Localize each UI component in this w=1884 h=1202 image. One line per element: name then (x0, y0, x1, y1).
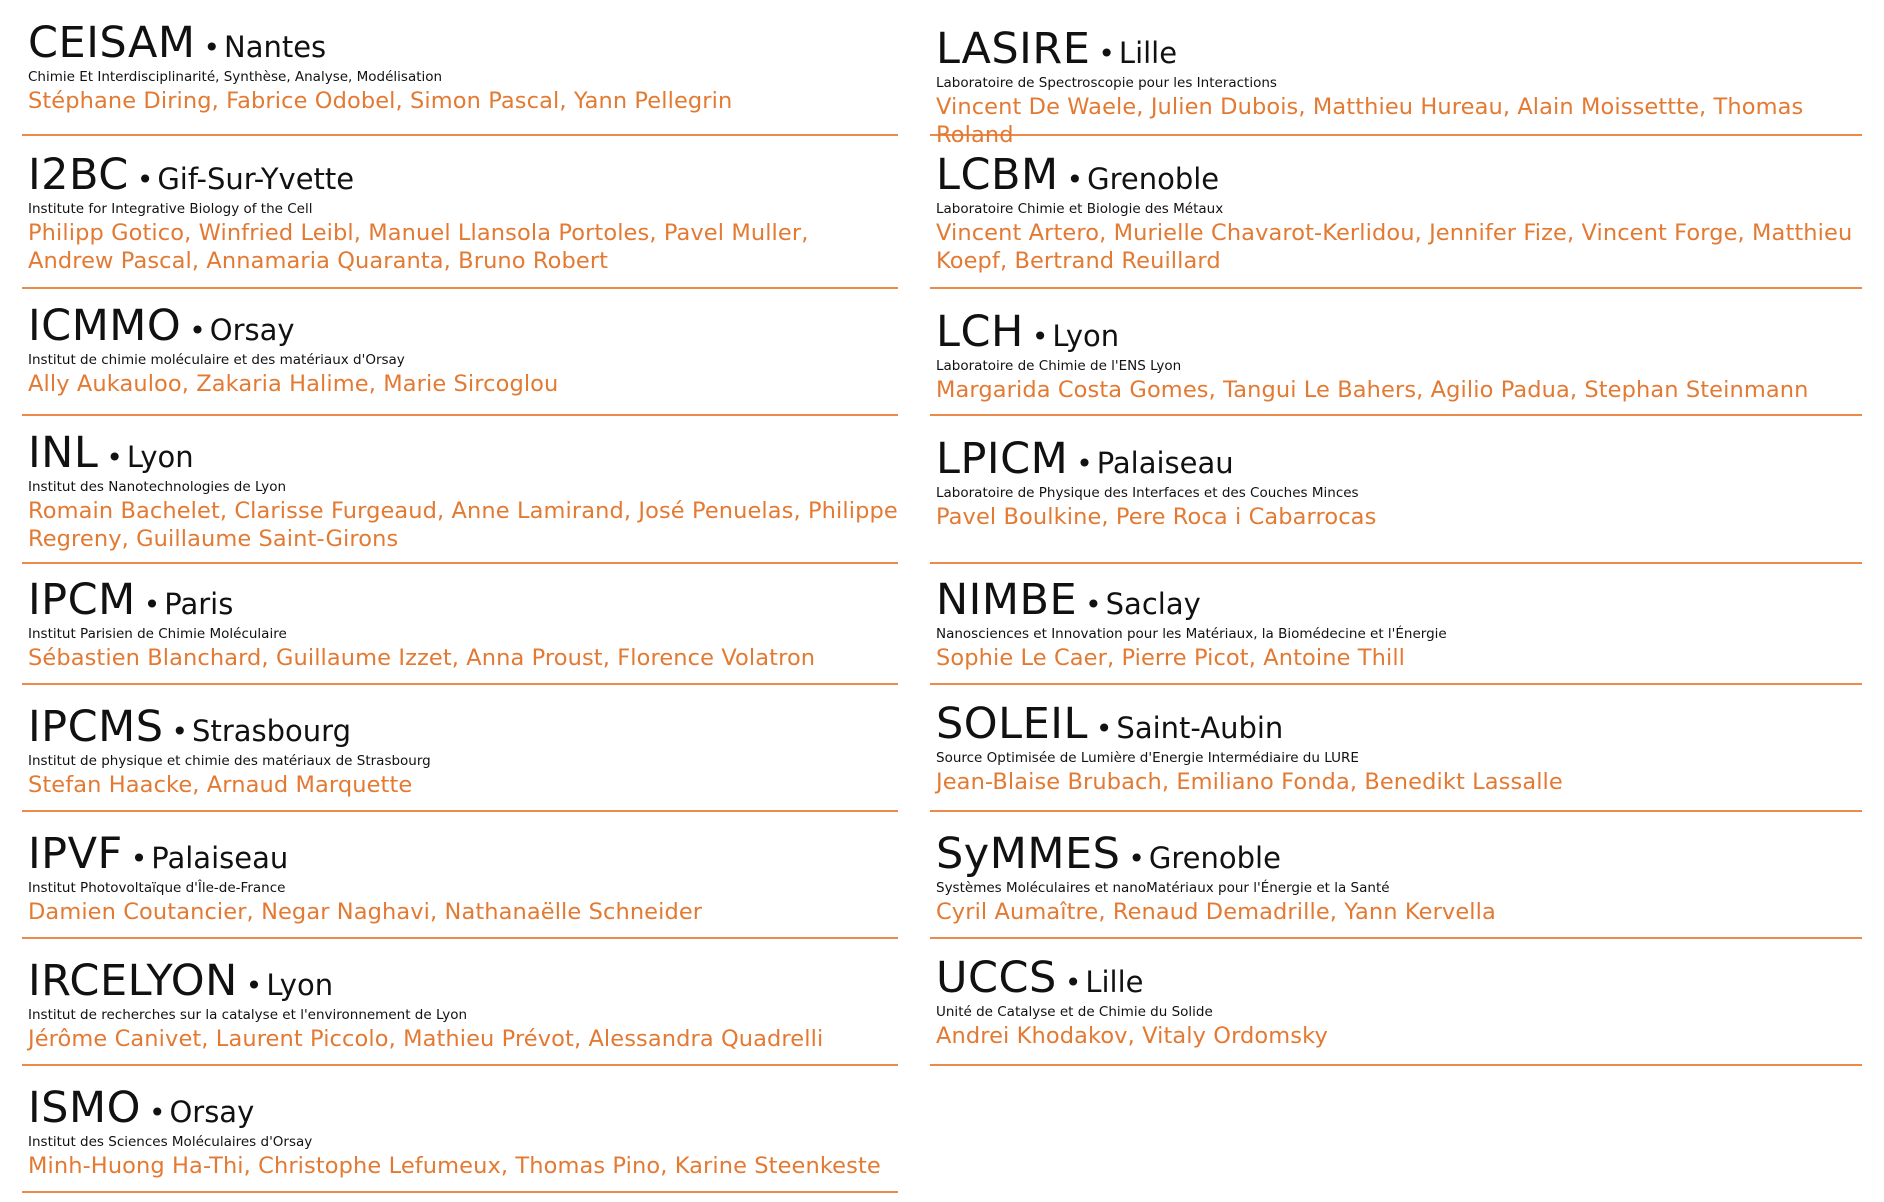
lab-members: Andrei Khodakov, Vitaly Ordomsky (936, 1023, 1328, 1049)
lab-members: Sophie Le Caer, Pierre Picot, Antoine Thill (936, 645, 1406, 671)
lab-fullname: Chimie Et Interdisciplinarité, Synthèse, Analyse, Modélisation (28, 69, 443, 85)
lab-city: Saint-Aubin (1116, 711, 1284, 745)
lab-members: Jérôme Canivet, Laurent Piccolo, Mathieu Prévot, Alessandra Quadrelli (28, 1026, 824, 1052)
lab-city: Paris (164, 587, 234, 621)
lab-members: Sébastien Blanchard, Guillaume Izzet, Anna Proust, Florence Volatron (28, 645, 816, 671)
lab-heading (936, 699, 1862, 749)
lab-fullname: Institut des Sciences Moléculaires d'Orsay (28, 1134, 313, 1150)
lab-acronym: LCBM (936, 150, 1059, 200)
lab-acronym: IPCMS (28, 702, 164, 752)
lab-acronym: SyMMES (936, 829, 1121, 879)
lab-entry-ismo (22, 1083, 898, 1193)
bullet-separator: • (1098, 37, 1115, 70)
lab-city: Palaiseau (151, 841, 289, 875)
lab-fullname: Laboratoire de Spectroscopie pour les Interactions (936, 75, 1277, 91)
bullet-separator: • (245, 969, 263, 1002)
lab-members: Cyril Aumaître, Renaud Demadrille, Yann Kervella (936, 899, 1496, 925)
lab-acronym: ICMMO (28, 301, 182, 351)
lab-entry-soleil (930, 699, 1862, 812)
lab-city: Palaiseau (1096, 446, 1234, 480)
lab-heading (28, 428, 898, 478)
lab-entry-icmmo (22, 301, 898, 416)
bullet-separator: • (1095, 712, 1113, 745)
lab-entry-i2bc (22, 150, 898, 289)
lab-city: Lille (1118, 36, 1178, 70)
lab-entry-uccs (930, 953, 1862, 1066)
lab-members: Margarida Costa Gomes, Tangui Le Bahers, Agilio Padua, Stephan Steinmann (936, 377, 1809, 403)
lab-members: Romain Bachelet, Clarisse Furgeaud, Anne Lamirand, José Penuelas, Philippe Regreny, Guillaume Saint-Girons (28, 498, 898, 552)
lab-heading (28, 1083, 898, 1133)
bullet-separator: • (143, 588, 161, 621)
lab-fullname: Institut des Nanotechnologies de Lyon (28, 479, 287, 495)
lab-fullname: Laboratoire de Chimie de l'ENS Lyon (936, 358, 1182, 374)
lab-members: Jean-Blaise Brubach, Emiliano Fonda, Benedikt Lassalle (936, 769, 1563, 795)
lab-heading (936, 829, 1862, 879)
bullet-separator: • (1076, 447, 1093, 480)
lab-members: Philipp Gotico, Winfried Leibl, Manuel Llansola Portoles, Pavel Muller, Andrew Pascal, Annamaria Quaranta, Bruno Robert (28, 220, 809, 274)
lab-heading (28, 18, 898, 68)
lab-fullname: Institute for Integrative Biology of the Cell (28, 201, 313, 217)
lab-fullname: Nanosciences et Innovation pour les Matériaux, la Biomédecine et l'Énergie (936, 626, 1447, 642)
lab-heading (28, 575, 898, 625)
lab-city: Grenoble (1148, 841, 1281, 875)
lab-members: Stéphane Diring, Fabrice Odobel, Simon Pascal, Yann Pellegrin (28, 88, 733, 114)
lab-acronym: IPVF (28, 829, 123, 879)
bullet-separator: • (203, 31, 220, 64)
lab-entry-lch (930, 307, 1862, 416)
bullet-separator: • (171, 715, 189, 748)
lab-entry-ipcm (22, 575, 898, 685)
lab-entry-ipcms (22, 702, 898, 812)
lab-city: Lyon (126, 440, 194, 474)
lab-entry-lcbm (930, 150, 1862, 289)
lab-acronym: IRCELYON (28, 956, 238, 1006)
lab-acronym: UCCS (936, 953, 1057, 1003)
lab-city: Grenoble (1087, 162, 1220, 196)
bullet-separator: • (1066, 163, 1084, 196)
lab-acronym: CEISAM (28, 18, 196, 68)
lab-acronym: LASIRE (936, 24, 1091, 74)
lab-heading (936, 307, 1862, 357)
lab-entry-ircelyon (22, 956, 898, 1066)
bullet-separator: • (1031, 320, 1049, 353)
bullet-separator: • (136, 163, 154, 196)
lab-fullname: Laboratoire Chimie et Biologie des Métaux (936, 201, 1224, 217)
lab-entry-ceisam (22, 18, 898, 136)
lab-heading (28, 956, 898, 1006)
lab-heading (936, 575, 1862, 625)
lab-fullname: Systèmes Moléculaires et nanoMatériaux pour l'Énergie et la Santé (936, 880, 1390, 896)
lab-acronym: LCH (936, 307, 1024, 357)
lab-acronym: INL (28, 428, 99, 478)
lab-acronym: ISMO (28, 1083, 141, 1133)
lab-entry-lpicm (930, 434, 1862, 564)
bullet-separator: • (189, 314, 206, 347)
lab-fullname: Source Optimisée de Lumière d'Energie Intermédiaire du LURE (936, 750, 1359, 766)
lab-city: Strasbourg (192, 714, 351, 748)
bullet-separator: • (130, 842, 148, 875)
lab-entry-inl (22, 428, 898, 564)
lab-members: Damien Coutancier, Negar Naghavi, Nathanaëlle Schneider (28, 899, 703, 925)
lab-members: Pavel Boulkine, Pere Roca i Cabarrocas (936, 504, 1377, 530)
lab-fullname: Institut de recherches sur la catalyse et l'environnement de Lyon (28, 1007, 468, 1023)
lab-fullname: Institut de chimie moléculaire et des matériaux d'Orsay (28, 352, 405, 368)
lab-city: Lille (1085, 965, 1144, 999)
lab-fullname: Institut Parisien de Chimie Moléculaire (28, 626, 287, 642)
lab-heading (28, 829, 898, 879)
lab-fullname: Institut de physique et chimie des matériaux de Strasbourg (28, 753, 431, 769)
lab-heading (28, 702, 898, 752)
lab-acronym: NIMBE (936, 575, 1078, 625)
lab-heading (28, 301, 898, 351)
lab-acronym: IPCM (28, 575, 136, 625)
lab-city: Lyon (1052, 319, 1120, 353)
lab-fullname: Laboratoire de Physique des Interfaces et des Couches Minces (936, 485, 1359, 501)
lab-acronym: LPICM (936, 434, 1069, 484)
lab-fullname: Institut Photovoltaïque d'Île-de-France (28, 880, 286, 896)
lab-heading (936, 953, 1862, 1003)
lab-members: Vincent Artero, Murielle Chavarot-Kerlidou, Jennifer Fize, Vincent Forge, Matthieu Koepf, Bertrand Reuillard (936, 220, 1853, 274)
lab-fullname: Unité de Catalyse et de Chimie du Solide (936, 1004, 1213, 1020)
lab-members: Vincent De Waele, Julien Dubois, Matthieu Hureau, Alain Moissettte, Thomas Roland (936, 94, 1804, 148)
bullet-separator: • (106, 441, 123, 474)
lab-entry-nimbe (930, 575, 1862, 685)
bullet-separator: • (1085, 588, 1102, 621)
bullet-separator: • (1064, 966, 1082, 999)
lab-entry-symmes (930, 829, 1862, 939)
bullet-separator: • (1128, 842, 1145, 875)
lab-acronym: SOLEIL (936, 699, 1088, 749)
lab-entry-lasire (930, 24, 1862, 148)
lab-heading (28, 150, 898, 200)
lab-members: Stefan Haacke, Arnaud Marquette (28, 772, 413, 798)
lab-heading (936, 434, 1862, 484)
lab-acronym: I2BC (28, 150, 129, 200)
lab-heading (936, 24, 1862, 74)
lab-city: Orsay (209, 313, 295, 347)
lab-members: Minh-Huong Ha-Thi, Christophe Lefumeux, Thomas Pino, Karine Steenkeste (28, 1153, 881, 1179)
bullet-separator: • (148, 1096, 166, 1129)
lab-heading (936, 150, 1862, 200)
lab-city: Saclay (1105, 587, 1201, 621)
lab-members: Ally Aukauloo, Zakaria Halime, Marie Sircoglou (28, 371, 559, 397)
lab-city: Lyon (266, 968, 334, 1002)
lab-city: Nantes (224, 30, 327, 64)
lab-city: Gif-Sur-Yvette (157, 162, 355, 196)
lab-city: Orsay (169, 1095, 255, 1129)
lab-entry-ipvf (22, 829, 898, 939)
